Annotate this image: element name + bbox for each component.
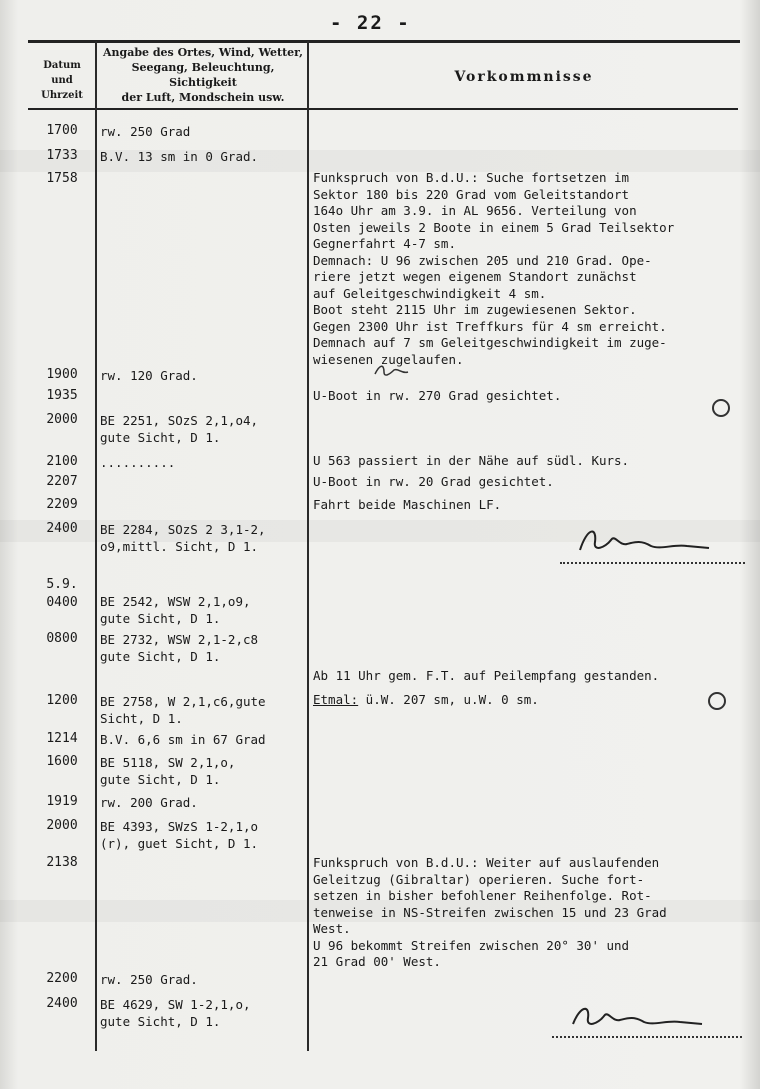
- signature-line: [552, 1036, 742, 1038]
- row-entry: BE 4629, SW 1-2,1,o, gute Sicht, D 1.: [100, 997, 251, 1029]
- row-time: 1214: [46, 731, 78, 746]
- event-text: U 563 passiert in der Nähe auf südl. Kurs.: [313, 453, 630, 468]
- row-time: 1733: [46, 148, 78, 163]
- header-date-column: [30, 58, 94, 103]
- header-place-column: [98, 45, 308, 105]
- page-number: - 22 -: [330, 12, 411, 34]
- row-entry: B.V. 6,6 sm in 67 Grad: [100, 732, 266, 747]
- signature-line: [560, 562, 745, 564]
- row-entry: BE 5118, SW 2,1,o, gute Sicht, D 1.: [100, 755, 236, 787]
- signature-mark: [575, 522, 715, 562]
- etmal-label: Etmal:: [313, 692, 359, 707]
- event-text: Fahrt beide Maschinen LF.: [313, 497, 502, 512]
- event-text: Funkspruch von B.d.U.: Weiter auf auslaufenden Geleitzug (Gibraltar) operieren. Suche fort- setzen in bisher befohlener Reihenfolge. Rot- tenweise in NS-Streifen zwischen 15 und 23 Grad West. U 96 bekommt Streifen zwischen 20° 30' und 21 Grad 00' West.: [313, 855, 667, 969]
- row-entry: BE 2284, SOzS 2 3,1-2, o9,mittl. Sicht, D 1.: [100, 522, 266, 554]
- row-time: 2200: [46, 971, 78, 986]
- row-time: 2400: [46, 521, 78, 536]
- event-text: U-Boot in rw. 20 Grad gesichtet.: [313, 474, 554, 489]
- header-place-line: Seegang, Beleuchtung, Sichtigkeit: [131, 61, 275, 89]
- etmal-line: [313, 692, 753, 709]
- event-text: Funkspruch von B.d.U.: Suche fortsetzen im Sektor 180 bis 220 Grad vom Geleitstandort 164o Uhr am 3.9. in AL 9656. Verteilung von Osten jeweils 2 Boote in einem 5 Grad Teilsektor Gegnerfahrt 4-7 sm. Demnach: U 96 zwischen 205 und 210 Grad. Ope- riere jetzt wegen eigenem Standort zunächst auf Geleitgeschwindigkeit 4 sm. Boot steht 2115 Uhr im zugewiesenen Sektor. Gegen 2300 Uhr ist Treffkurs für 4 sm erreicht. Demnach auf 7 sm Geleitgeschwindigkeit im zuge- wiesenen zugelaufen.: [313, 170, 675, 367]
- row-time: 1700: [46, 123, 78, 138]
- event-text: Ab 11 Uhr gem. F.T. auf Peilempfang gestanden.: [313, 668, 660, 683]
- row-time: 2400: [46, 996, 78, 1011]
- header-date-line: Datum: [43, 60, 81, 71]
- handwritten-mark: [372, 360, 412, 382]
- row-time: 0800: [46, 631, 78, 646]
- signature-mark: [568, 1000, 708, 1036]
- row-entry: BE 2251, SOzS 2,1,o4, gute Sicht, D 1.: [100, 413, 259, 445]
- row-time: 2100: [46, 454, 78, 469]
- row-time: 2207: [46, 474, 78, 489]
- row-time: 2000: [46, 818, 78, 833]
- header-place-line: Angabe des Ortes, Wind, Wetter,: [102, 46, 304, 59]
- row-time: 2138: [46, 855, 78, 870]
- row-entry: BE 2758, W 2,1,c6,gute Sicht, D 1.: [100, 694, 266, 726]
- row-time: 5.9. 0400: [46, 577, 78, 610]
- column-divider: [95, 41, 97, 1051]
- row-entry: BE 2542, WSW 2,1,o9, gute Sicht, D 1.: [100, 594, 251, 626]
- header-events-column: Vorkommnisse: [454, 69, 594, 85]
- row-time: 1200: [46, 693, 78, 708]
- event-text: U-Boot in rw. 270 Grad gesichtet.: [313, 388, 562, 403]
- header-date-line: und: [51, 75, 73, 86]
- etmal-value: ü.W. 207 sm, u.W. 0 sm.: [358, 692, 539, 707]
- row-entry: rw. 120 Grad.: [100, 368, 198, 383]
- row-entry: rw. 250 Grad.: [100, 972, 198, 987]
- row-time: 2000: [46, 412, 78, 427]
- row-time: 1600: [46, 754, 78, 769]
- header-rule: [28, 108, 738, 110]
- header-place-line: der Luft, Mondschein usw.: [121, 91, 285, 104]
- header-date-line: Uhrzeit: [41, 90, 83, 101]
- row-time: 1758: [46, 171, 78, 186]
- punch-hole: [712, 399, 730, 417]
- table-top-rule: [28, 40, 740, 43]
- row-entry: rw. 250 Grad: [100, 124, 191, 139]
- row-entry: BE 2732, WSW 2,1-2,c8 gute Sicht, D 1.: [100, 632, 259, 664]
- row-entry: BE 4393, SWzS 1-2,1,o (r), guet Sicht, D 1.: [100, 819, 259, 851]
- row-entry: ..........: [100, 455, 176, 470]
- row-time: 2209: [46, 497, 78, 512]
- row-entry: B.V. 13 sm in 0 Grad.: [100, 149, 259, 164]
- row-entry: rw. 200 Grad.: [100, 795, 198, 810]
- row-time: 1919: [46, 794, 78, 809]
- row-time: 1900: [46, 367, 78, 382]
- punch-hole: [708, 692, 726, 710]
- row-time: 1935: [46, 388, 78, 403]
